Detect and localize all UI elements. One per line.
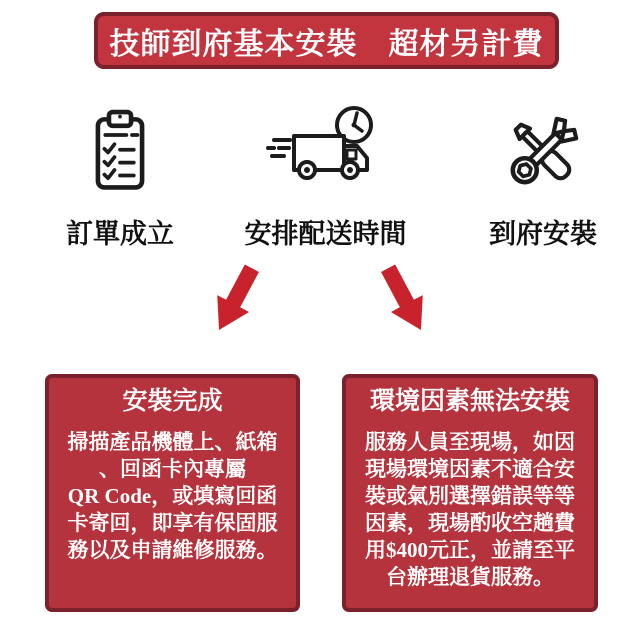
outcome-box-cannot-install [342,374,598,612]
outcome-text-line: 務以及申請維修服務。 [67,538,278,562]
outcome-text-line: QR Code，或填寫回函 [67,484,278,508]
outcome-text-line: 用$400元正，並請至平 [365,538,575,562]
outcome-text-line: 台辦理退貨服務。 [386,565,554,589]
step-schedule-delivery [243,102,408,251]
outcome-body-cannot-install [356,429,584,591]
outcome-body-installation-complete [59,429,286,564]
delivery-truck-clock-icon [243,102,408,202]
banner-title: 技師到府基本安裝 超材另計費 [109,27,544,61]
outcome-text-line: 掃描產品機體上、紙箱 [67,430,278,454]
step-home-installation [468,102,618,251]
arrow-down-right-icon [370,260,440,340]
outcome-text-line: 現場環境因素不適合安 [365,457,575,481]
wrench-screwdriver-icon [468,102,618,202]
outcome-title-cannot-install: 環境因素無法安裝 [369,388,570,415]
step-label-schedule-delivery: 安排配送時間 [244,219,407,249]
banner [94,12,559,69]
arrow-down-left-icon [200,260,270,340]
outcome-text-line: 服務人員至現場，如因 [365,430,575,454]
step-label-order-placed: 訂單成立 [66,219,174,249]
clipboard-checklist-icon [55,102,185,202]
step-order-placed [55,102,185,251]
outcome-box-installation-complete [45,374,300,612]
step-label-home-installation: 到府安裝 [489,219,597,249]
outcome-text-line: 裝或氣別選擇錯誤等等 [365,484,575,508]
outcome-text-line: 、回函卡內專屬 [99,457,246,481]
outcome-text-line: 因素，現場酌收空趟費 [365,511,575,535]
outcome-text-line: 卡寄回，即享有保固服 [67,511,278,535]
outcome-title-installation-complete: 安裝完成 [122,388,223,415]
